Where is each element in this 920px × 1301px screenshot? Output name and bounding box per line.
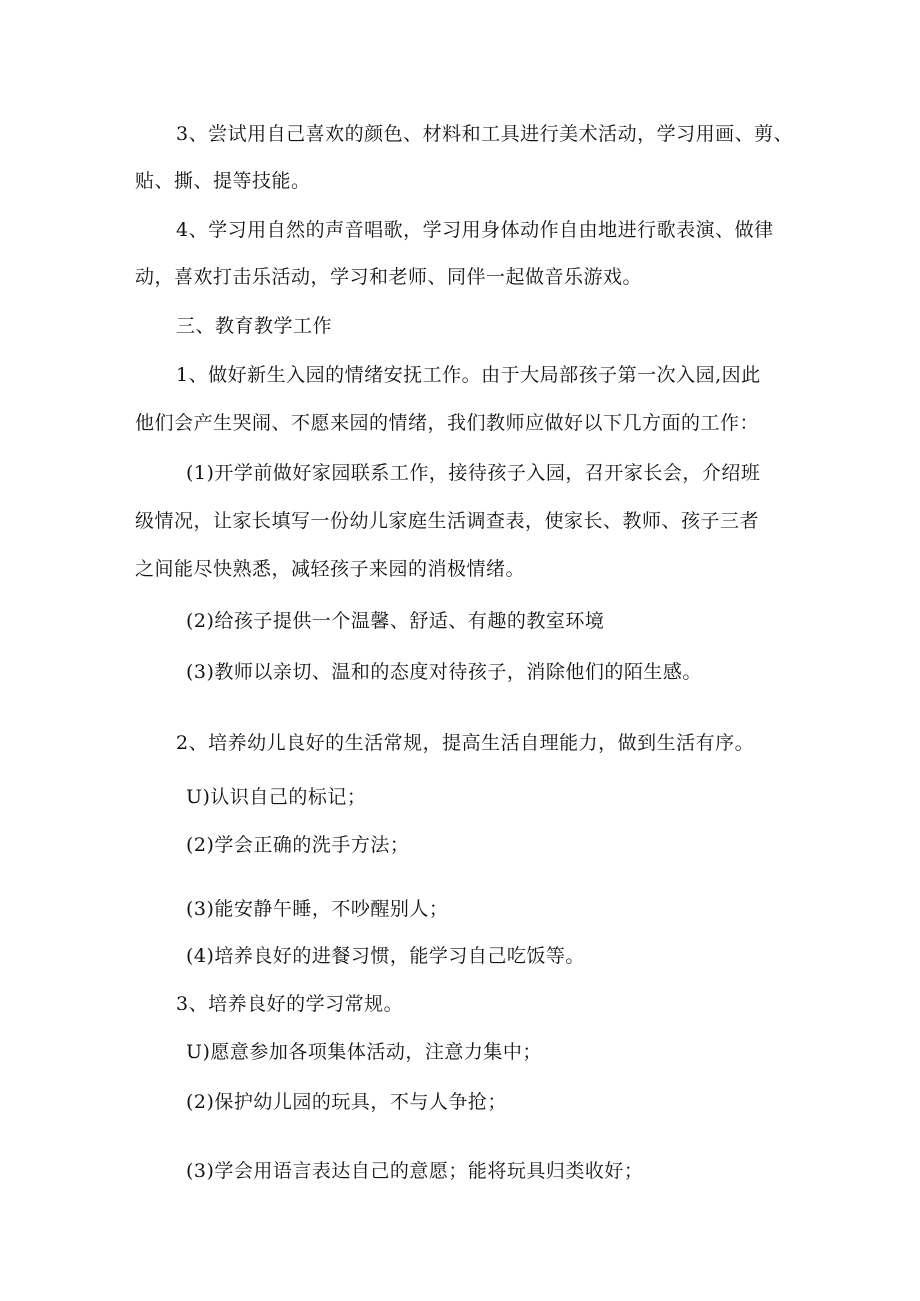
list-item: (4)培养良好的进餐习惯，能学习自己吃饭等。 — [186, 945, 585, 967]
text-line: 贴、撕、提等技能。 — [135, 170, 311, 192]
text-line: 级情况，让家长填写一份幼儿家庭生活调查表，使家长、教师、孩子三者 — [135, 510, 760, 532]
text-line: 4、学习用自然的声音唱歌，学习用身体动作自由地进行歌表演、做律 — [176, 219, 774, 241]
list-item: U)认识自己的标记； — [186, 786, 367, 808]
list-item: U)愿意参加各项集体活动，注意力集中； — [186, 1041, 542, 1063]
text-line: 1、做好新生入园的情绪安抚工作。由于大局部孩子第一次入园,因此 — [176, 364, 761, 386]
list-item: (3)学会用语言表达自己的意愿；能将玩具归类收好； — [186, 1160, 644, 1182]
text-line: 3、培养良好的学习常规。 — [176, 993, 404, 1015]
text-line: (1)开学前做好家园联系工作，接待孩子入园，召开家长会，介绍班 — [186, 462, 761, 484]
text-line: 之间能尽快熟悉，减轻孩子来园的消极情绪。 — [135, 558, 526, 580]
section-heading: 三、教育教学工作 — [176, 315, 333, 337]
text-line: 动，喜欢打击乐活动，学习和老师、同伴一起做音乐游戏。 — [135, 266, 643, 288]
list-item: (3)能安静午睡，不吵醒别人； — [186, 898, 449, 920]
text-line: 3、尝试用自己喜欢的颜色、材料和工具进行美术活动，学习用画、剪、 — [176, 123, 794, 145]
text-line: 他们会产生哭闹、不愿来园的情绪，我们教师应做好以下几方面的工作： — [135, 412, 760, 434]
text-line: 2、培养幼儿良好的生活常规，提高生活自理能力，做到生活有序。 — [176, 732, 755, 754]
list-item: (2)给孩子提供一个温馨、舒适、有趣的教室环境 — [186, 610, 605, 632]
list-item: (3)教师以亲切、温和的态度对待孩子，消除他们的陌生感。 — [186, 661, 702, 683]
list-item: (2)保护幼儿园的玩具，不与人争抢； — [186, 1091, 507, 1113]
list-item: (2)学会正确的洗手方法； — [186, 834, 410, 856]
